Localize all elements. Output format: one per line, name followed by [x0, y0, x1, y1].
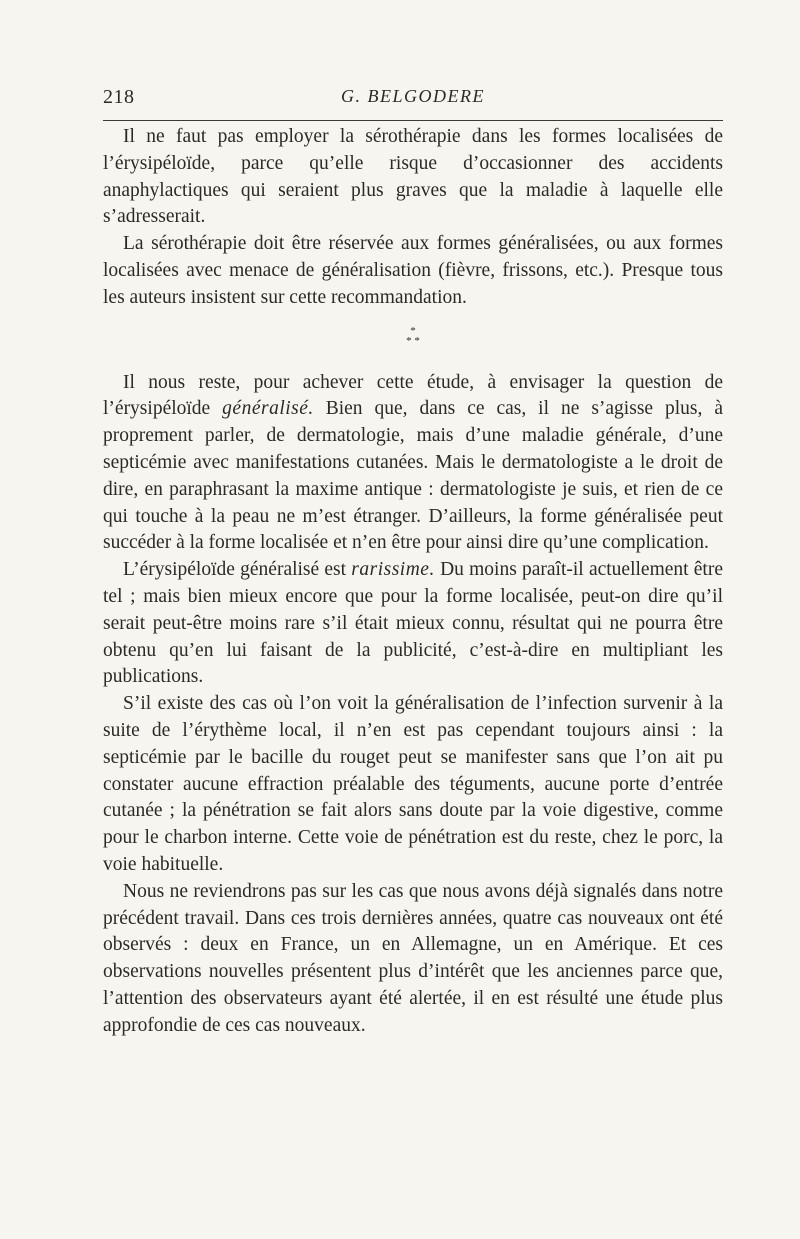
paragraph [103, 370, 723, 558]
paragraph: La sérothérapie doit être réservée aux formes généralisées, ou aux formes localisées avec menace de généralisation (fièvre, frissons, etc.). Presque tous les auteurs insistent sur cette recommandation. [103, 233, 723, 308]
text-run: Bien que, dans ce cas, il ne s’agisse plus, à proprement parler, de dermatologie, mais d’une maladie générale, d’une septicémie avec manifestations cutanées. Mais le dermatologiste a le droit de dire, en paraphrasant la maxime antique : dermatologiste je suis, et rien de ce qui touche à la peau ne m’est étranger. D’ailleurs, la forme généralisée peut succéder à la forme localisée et n’en être pour ainsi dire qu’une complication. [103, 398, 723, 554]
italic-term: généralisé. [222, 398, 314, 420]
paragraph: S’il existe des cas où l’on voit la généralisation de l’infection survenir à la suite de l’érythème local, il n’en est pas cependant toujours ainsi : la septicémie par le bacille du rouget peut se manifester sans que l’on ait pu constater aucune effraction préalable des téguments, aucune porte d’entrée cutanée ; la pénétration se fait alors sans doute par la voie digestive, comme pour le charbon interne. Cette voie de pénétration est du reste, chez le porc, la voie habituelle. [103, 693, 723, 875]
page-number: 218 [103, 86, 135, 108]
asterism-top: * [410, 324, 416, 337]
running-head: G. BELGODERE [341, 86, 485, 106]
header-rule [103, 120, 723, 121]
page-header [103, 86, 723, 116]
text-run: Il nous reste, pour achever cette étude, à envisager la question de l’érysipéloïde [103, 371, 723, 420]
body-text [103, 124, 723, 1040]
paragraph [103, 557, 723, 691]
asterism-bottom: * * [406, 334, 420, 347]
text-run: Du moins paraît-il actuellement être tel ; mais bien mieux encore que pour la forme localisée, peut-on dire qu’il serait peut-être moins rare s’il était mieux connu, résultat qui ne pourra être obtenu qu’en lui faisant de la publicité, c’est-à-dire en multipliant les publications. [103, 559, 723, 688]
paragraph: Il ne faut pas employer la sérothérapie dans les formes localisées de l’érysipéloïde, parce qu’elle risque d’occasionner des accidents anaphylactiques qui seraient plus graves que la maladie à laquelle elle s’adresserait. [103, 126, 723, 228]
asterism [103, 326, 723, 346]
italic-term: rarissime. [351, 559, 435, 581]
paragraph: Nous ne reviendrons pas sur les cas que nous avons déjà signalés dans notre précédent travail. Dans ces trois dernières années, quatre cas nouveaux ont été observés : deux en France, un en Allemagne, un en Amérique. Et ces observations nouvelles présentent plus d’intérêt que les anciennes parce que, l’attention des observateurs ayant été alertée, il en est résulté une étude plus approfondie de ces cas nouveaux. [103, 880, 723, 1036]
text-run: L’érysipéloïde généralisé est [123, 559, 352, 581]
